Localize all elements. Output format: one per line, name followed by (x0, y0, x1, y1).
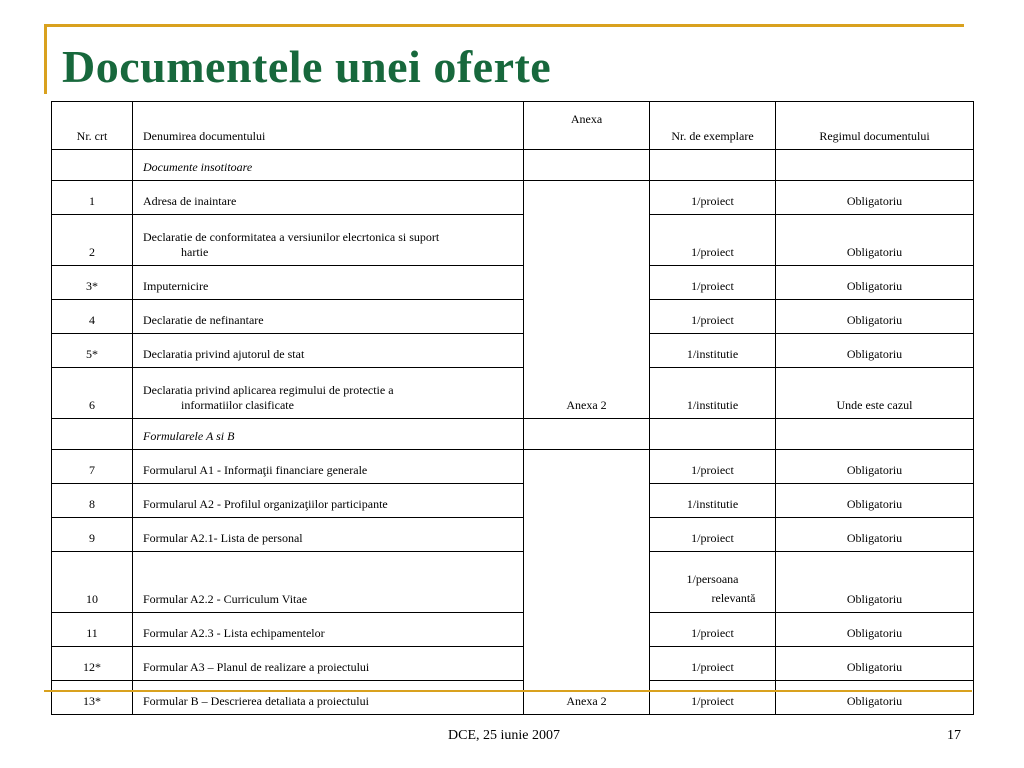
header-copies: Nr. de exemplare (650, 102, 776, 150)
cell-regime: Unde este cazul (776, 368, 974, 419)
table-row (52, 647, 974, 681)
section-title: Documente insotitoare (133, 150, 524, 181)
table-row (52, 484, 974, 518)
cell-name: Declaratie de nefinantare (133, 300, 524, 334)
cell-name: Formularul A2 - Profilul organizaţiilor participante (133, 484, 524, 518)
cell-copies: 1/institutie (650, 334, 776, 368)
cell-regime: Obligatoriu (776, 334, 974, 368)
cell-nr: 9 (52, 518, 133, 552)
accent-vertical-line (44, 24, 47, 94)
cell-regime: Obligatoriu (776, 450, 974, 484)
cell-regime: Obligatoriu (776, 215, 974, 266)
accent-horizontal-line (44, 24, 964, 27)
table-row (52, 450, 974, 484)
cell-copies: 1/proiect (650, 215, 776, 266)
cell-name-line1: Declaratia privind aplicarea regimului de protectie a (143, 383, 394, 397)
header-anexa (524, 102, 650, 150)
cell-name (133, 215, 524, 266)
cell-name (133, 368, 524, 419)
table-row (52, 518, 974, 552)
table-row (52, 613, 974, 647)
cell-copies-line1: 1/persoana (686, 572, 739, 586)
cell-name-line1: Declaratie de conformitatea a versiunilor elecrtonica si suport (143, 230, 440, 244)
cell-nr: 10 (52, 552, 133, 613)
table-row (52, 300, 974, 334)
cell-copies: 1/proiect (650, 681, 776, 715)
cell-copies: 1/proiect (650, 518, 776, 552)
header-regime: Regimul documentului (776, 102, 974, 150)
cell-copies: 1/institutie (650, 484, 776, 518)
slide-title: Documentele unei oferte (62, 41, 552, 92)
cell-name: Formularul A1 - Informaţii financiare generale (133, 450, 524, 484)
cell-copies (650, 552, 776, 613)
cell-nr: 8 (52, 484, 133, 518)
footer-date: DCE, 25 iunie 2007 (448, 728, 560, 743)
section-row (52, 419, 974, 450)
accent-bottom-line (44, 690, 972, 692)
cell-name: Declaratia privind ajutorul de stat (133, 334, 524, 368)
cell-name: Imputernicire (133, 266, 524, 300)
cell-name: Formular A2.2 - Curriculum Vitae (133, 552, 524, 613)
cell-name: Formular B – Descrierea detaliata a proiectului (133, 681, 524, 715)
section-row (52, 150, 974, 181)
table-header-row (52, 102, 974, 150)
cell-anexa: Anexa 2 (524, 181, 650, 419)
cell-nr: 12* (52, 647, 133, 681)
cell-regime: Obligatoriu (776, 300, 974, 334)
table-row (52, 334, 974, 368)
cell-nr: 5* (52, 334, 133, 368)
cell-name: Formular A2.1- Lista de personal (133, 518, 524, 552)
cell-nr: 7 (52, 450, 133, 484)
table-row (52, 181, 974, 215)
cell-copies-line2: relevantă (711, 591, 756, 605)
cell-nr: 6 (52, 368, 133, 419)
cell-regime: Obligatoriu (776, 552, 974, 613)
cell-copies: 1/proiect (650, 181, 776, 215)
cell-regime: Obligatoriu (776, 647, 974, 681)
cell-name: Adresa de inaintare (133, 181, 524, 215)
header-name: Denumirea documentului (133, 102, 524, 150)
cell-copies: 1/proiect (650, 613, 776, 647)
documents-table (51, 101, 974, 715)
cell-copies: 1/proiect (650, 450, 776, 484)
cell-name-line2: informatiilor clasificate (181, 398, 294, 412)
table-row (52, 368, 974, 419)
page-number: 17 (947, 728, 961, 743)
cell-name-line2: hartie (181, 245, 209, 259)
cell-name: Formular A3 – Planul de realizare a proiectului (133, 647, 524, 681)
cell-nr: 4 (52, 300, 133, 334)
cell-copies: 1/proiect (650, 266, 776, 300)
cell-copies: 1/proiect (650, 647, 776, 681)
header-anexa-label: Anexa (570, 112, 603, 126)
header-nr: Nr. crt (52, 102, 133, 150)
table-row (52, 215, 974, 266)
cell-anexa: Anexa 2 (524, 450, 650, 715)
cell-nr: 11 (52, 613, 133, 647)
table-row (52, 681, 974, 715)
cell-copies: 1/institutie (650, 368, 776, 419)
cell-regime: Obligatoriu (776, 681, 974, 715)
cell-regime: Obligatoriu (776, 484, 974, 518)
cell-regime: Obligatoriu (776, 613, 974, 647)
cell-regime: Obligatoriu (776, 518, 974, 552)
cell-name: Formular A2.3 - Lista echipamentelor (133, 613, 524, 647)
cell-nr: 13* (52, 681, 133, 715)
cell-nr: 1 (52, 181, 133, 215)
table-row (52, 552, 974, 613)
cell-regime: Obligatoriu (776, 181, 974, 215)
cell-copies: 1/proiect (650, 300, 776, 334)
cell-nr: 3* (52, 266, 133, 300)
table-row (52, 266, 974, 300)
cell-regime: Obligatoriu (776, 266, 974, 300)
cell-nr: 2 (52, 215, 133, 266)
section-title: Formularele A si B (133, 419, 524, 450)
